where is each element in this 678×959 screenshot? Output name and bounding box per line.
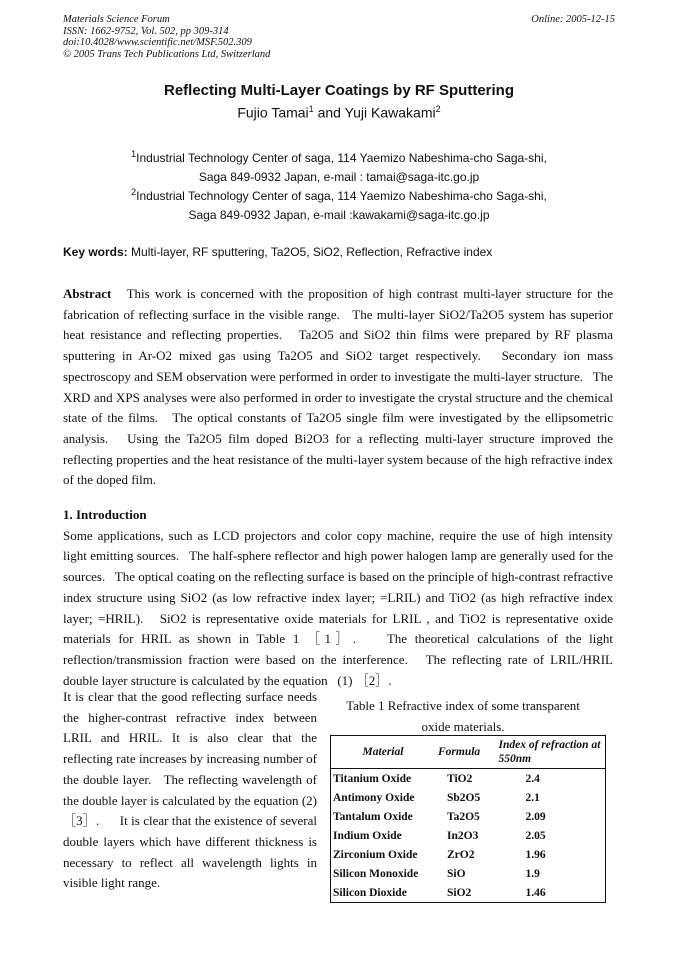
introduction [63, 505, 617, 691]
table-cell: Antimony Oxide [333, 791, 415, 804]
table-cell: 2.09 [525, 810, 546, 823]
table-cell: Titanium Oxide [333, 772, 412, 785]
journal-name: Materials Science Forum [63, 14, 170, 25]
author-1: Fujio Tamai [237, 104, 309, 121]
table-cell: Indium Oxide [333, 829, 402, 842]
issn: ISSN: 1662-9752, Vol. 502, pp 309-314 [63, 25, 229, 37]
affil-line: Saga 849-0932 Japan, e-mail : tamai@saga-itc.go.jp [198, 170, 480, 184]
affil-num: 2 [131, 187, 137, 197]
table-row [331, 883, 606, 903]
affil-line: Industrial Technology Center of saga, 114 Yaemizo Nabeshima-cho Saga-shi, [136, 189, 547, 203]
paper-title: Reflecting Multi-Layer Coatings by RF Sputtering [163, 82, 515, 99]
table-cell: SiO2 [447, 886, 472, 899]
affil-line: Industrial Technology Center of saga, 114 Yaemizo Nabeshima-cho Saga-shi, [136, 151, 547, 165]
refractive-index-table [330, 735, 606, 903]
keywords [63, 245, 492, 259]
table-cell: Sb2O5 [447, 791, 481, 804]
table-row [331, 788, 606, 807]
affil-mark: 1 [308, 104, 314, 114]
section-heading: 1. Introduction [63, 507, 147, 522]
affiliation-1 [0, 145, 678, 187]
table-row [331, 845, 606, 864]
table-cell: Silicon Monoxide [333, 867, 419, 880]
affiliation-2 [0, 183, 678, 225]
online-date: Online: 2005-12-15 [531, 14, 615, 25]
doi: doi:10.4028/www.scientific.net/MSF.502.309 [63, 37, 252, 48]
abstract [63, 284, 617, 491]
table-cell: 1.46 [525, 886, 546, 899]
column-header: Formula [435, 736, 496, 769]
table-cell: Ta2O5 [447, 810, 480, 823]
table-cell: In2O3 [447, 829, 479, 842]
table-row [331, 826, 606, 845]
affil-mark: 2 [435, 104, 441, 114]
author-2: and Yuji Kawakami [313, 104, 436, 121]
keywords-text: Multi-layer, RF sputtering, Ta2O5, SiO2, Reflection, Refractive index [127, 245, 493, 259]
table-cell: 2.05 [525, 829, 546, 842]
table-cell: 1.96 [525, 848, 546, 861]
abstract-label: Abstract [63, 286, 112, 301]
copyright: © 2005 Trans Tech Publications Ltd, Switzerland [63, 48, 271, 60]
keywords-label: Key words: [63, 245, 128, 259]
table-cell: 2.4 [525, 772, 540, 785]
table-cell: SiO [447, 867, 466, 880]
table-cell: 1.9 [525, 867, 540, 880]
table-cell: ZrO2 [447, 848, 475, 861]
paragraph: Some applications, such as LCD projectors and color copy machine, require the use of high intensity light emitting sources. The half-sphere reflector and high power halogen lamp are generally used for the sources. The optical coating on the reflecting surface is based on the principle of high-contrast refractive index structure using SiO2 (as low refractive index layer; =LRIL) and TiO2 (as high refractive index layer; =HRIL). SiO2 is representative oxide materials for LRIL , and TiO2 is representative oxide materials for HRIL as shown in Table 1 ［1］. The theoretical calculations of the light reflection/transmission fraction were based on the interference. The reflecting rate of LRIL/HRIL double layer structure is calculated by the equation (1) ［2］. [63, 527, 617, 688]
paragraph-left-column: It is clear that the good reflecting surface needs the higher-contrast refractive index between LRIL and HRIL. It is also clear that the reflecting rate increases by increasing number of the double layer. The reflecting wavelength of the double layer is calculated by the equation (2)［3］. It is clear that the existence of several double layers which have different thickness is necessary to reflect all wavelength lights in visible light range. [63, 689, 321, 891]
journal-header [63, 14, 270, 60]
table-cell: Zirconium Oxide [333, 848, 418, 861]
column-header: Index of refraction at 550nm [496, 736, 606, 769]
table-row [331, 769, 606, 789]
column-header: Material [331, 736, 436, 769]
table-row [331, 864, 606, 883]
authors [0, 104, 678, 121]
table-cell: Silicon Dioxide [333, 886, 407, 899]
table-row [331, 807, 606, 826]
table-caption: Table 1 Refractive index of some transparent oxide materials. [346, 698, 580, 734]
table-cell: Tantalum Oxide [333, 810, 413, 823]
table-cell: TiO2 [447, 772, 473, 785]
affil-num: 1 [131, 149, 137, 159]
abstract-text: This work is concerned with the proposition of high contrast multi-layer structure for the fabrication of reflecting surface in the visible range. The multi-layer SiO2/Ta2O5 system has superior heat resistance and reflecting properties. Ta2O5 and SiO2 thin films were prepared by RF plasma sputtering in Ar-O2 mixed gas using Ta2O5 and SiO2 target respectively. Secondary ion mass spectroscopy and SEM observation were performed in order to investigate the multi-layer structure. The XRD and XPS analyses were also performed in order to investigate the crystal structure and the chemical state of the films. The optical constants of Ta2O5 single film were investigated by the ellipsometric analysis. Using the Ta2O5 film doped Bi2O3 for a reflecting multi-layer structure improved the reflecting properties and the heat resistance of the multi-layer system because of the high refractive index of the doped film. [63, 286, 617, 488]
affil-line: Saga 849-0932 Japan, e-mail :kawakami@saga-itc.go.jp [188, 208, 490, 222]
table-cell: 2.1 [525, 791, 540, 804]
